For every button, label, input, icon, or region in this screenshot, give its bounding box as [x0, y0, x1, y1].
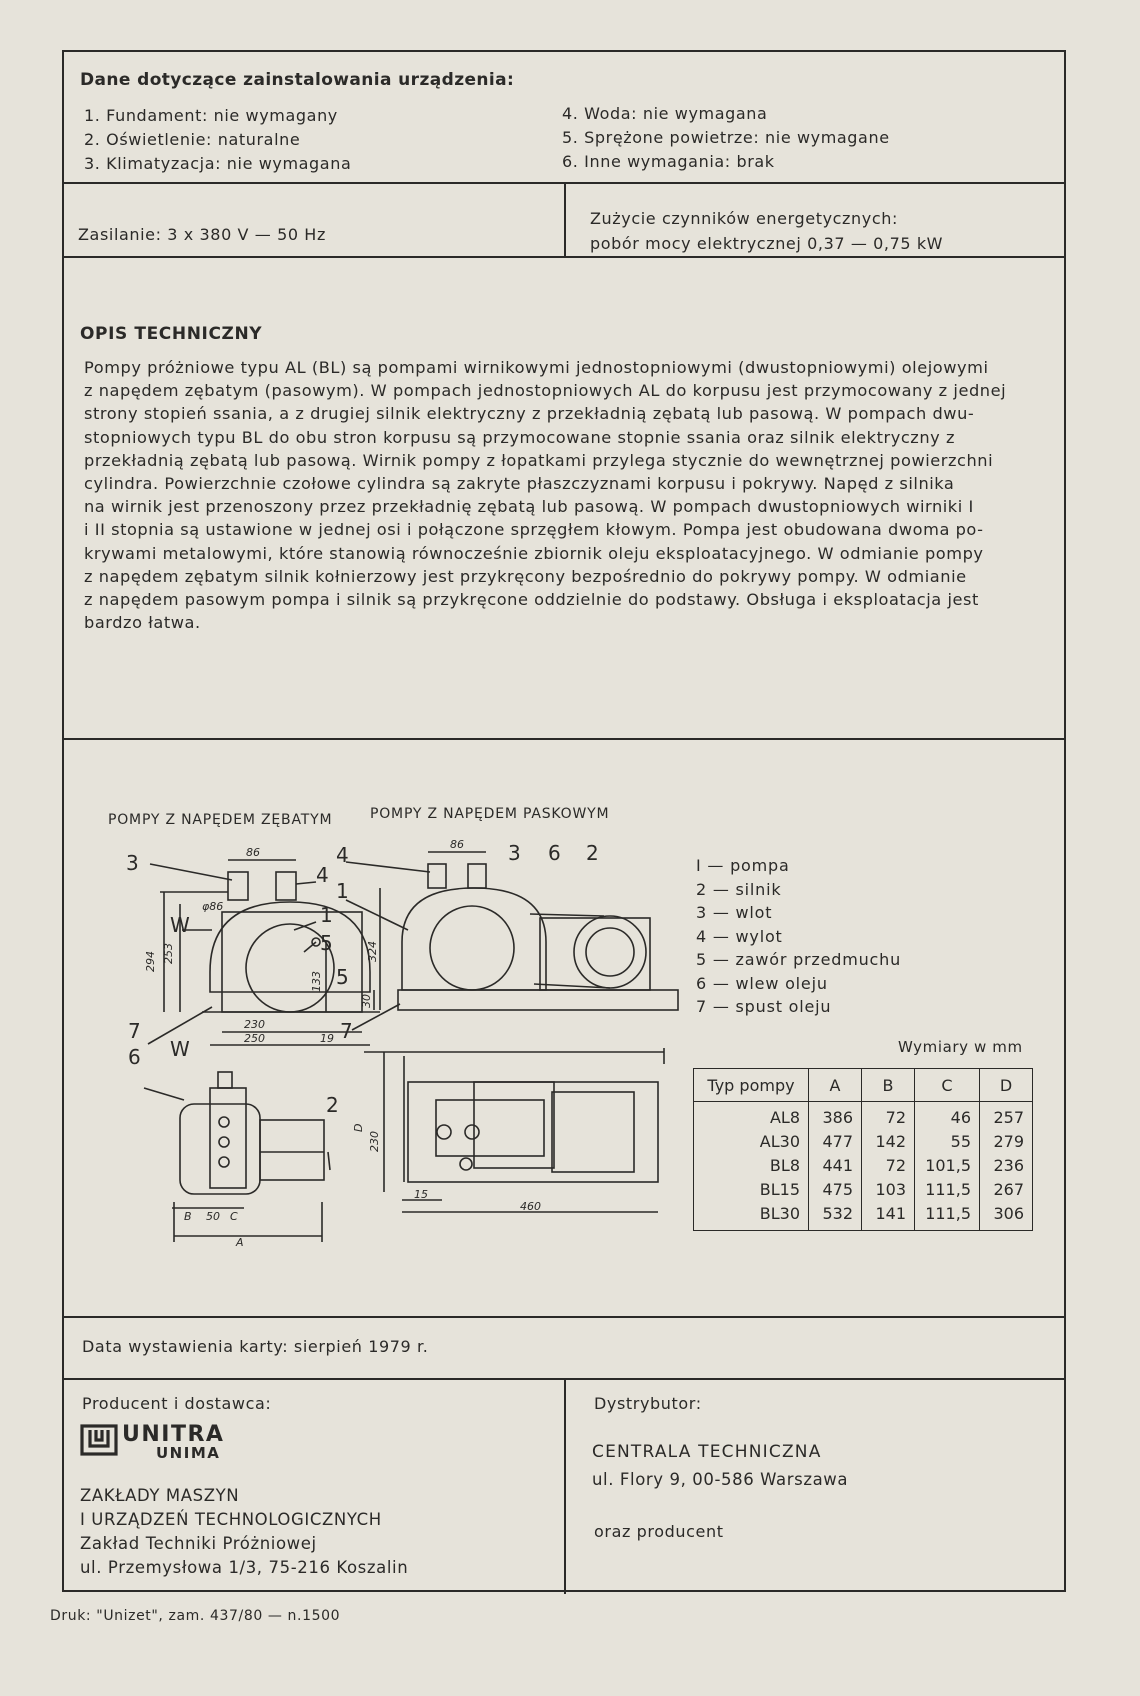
table-cell: 72	[862, 1154, 915, 1178]
table-row	[694, 1154, 1033, 1178]
table-row	[694, 1202, 1033, 1231]
legend-item: 2 — silnik	[696, 879, 782, 899]
table-cell: 267	[980, 1178, 1033, 1202]
install-item: 3. Klimatyzacja: nie wymagana	[84, 154, 352, 173]
table-cell: 441	[809, 1154, 862, 1178]
dim-label: 30	[360, 994, 373, 1008]
description-line: krywami metalowymi, które stanowią równocześnie zbiornik oleju eksploatacyjnego. W odmianie pompy	[84, 543, 984, 563]
install-heading: Dane dotyczące zainstalowania urządzenia:	[80, 70, 515, 90]
description-line: i II stopnia są ustawione w jednej osi i połączone sprzęgłem kłowym. Pompa jest obudowana dwoma po-	[84, 520, 984, 540]
install-item: 2. Oświetlenie: naturalne	[84, 130, 301, 149]
callout-6: 6	[548, 841, 561, 865]
producer-line: ul. Przemysłowa 1/3, 75-216 Koszalin	[80, 1558, 409, 1577]
column-header: C	[915, 1069, 980, 1102]
callout-w: W	[170, 913, 190, 937]
install-item: 6. Inne wymagania: brak	[562, 152, 775, 171]
description-line: Pompy próżniowe typu AL (BL) są pompami wirnikowymi jednostopniowymi (dwustopniowymi) olejowymi	[84, 358, 989, 377]
table-cell: BL8	[694, 1154, 809, 1178]
producer-line: ZAKŁADY MASZYN	[80, 1486, 240, 1505]
consumption-value: pobór mocy elektrycznej 0,37 — 0,75 kW	[590, 234, 944, 253]
callout-4: 4	[336, 843, 349, 867]
table-cell: 101,5	[915, 1154, 980, 1178]
table-cell: 46	[915, 1102, 980, 1131]
belt-pump-front-view	[346, 852, 678, 1030]
dim-label: B	[184, 1210, 192, 1223]
table-cell: 306	[980, 1202, 1033, 1231]
dim-label: 133	[310, 971, 323, 992]
dim-label: 86	[450, 838, 464, 851]
table-cell: 111,5	[915, 1202, 980, 1231]
table-cell: AL8	[694, 1102, 809, 1131]
dim-label: C	[230, 1210, 238, 1223]
part-legend	[696, 854, 901, 1019]
description-line: z napędem zębatym (pasowym). W pompach jednostopniowych AL do korpusu jest przymocowany z jednej	[84, 381, 1007, 401]
callout-w: W	[170, 1037, 190, 1061]
column-header: D	[980, 1069, 1033, 1102]
callout-5: 5	[336, 965, 349, 989]
description-line: stopniowych typu BL do obu stron korpusu są przymocowane stopnie ssania oraz silnik elektryczny z	[84, 427, 956, 447]
unitra-logo-icon	[80, 1424, 118, 1456]
table-row	[694, 1130, 1033, 1154]
consumption-label: Zużycie czynników energetycznych:	[590, 209, 898, 228]
description-line: przekładnią zębatą lub pasową. Wirnik pompy z łopatkami przylega stycznie do wewnętrznej powierzchni	[84, 450, 994, 470]
distributor-name: CENTRALA TECHNICZNA	[592, 1442, 822, 1462]
table-cell: 477	[809, 1130, 862, 1154]
producer-line: Zakład Techniki Próżniowej	[80, 1534, 317, 1553]
callout-3: 3	[508, 841, 521, 865]
dim-label: 324	[366, 941, 379, 962]
callout-1: 1	[320, 903, 333, 927]
legend-item: 7 — spust oleju	[696, 997, 832, 1016]
distributor-address: ul. Flory 9, 00-586 Warszawa	[592, 1470, 849, 1489]
table-header-row	[694, 1069, 1033, 1102]
dim-label: 15	[414, 1188, 428, 1201]
table-cell: 532	[809, 1202, 862, 1231]
callout-1: 1	[336, 879, 349, 903]
table-cell: 141	[862, 1202, 915, 1231]
description-line: na wirnik jest przenoszony przez przekładnię zębatą lub pasową. W pompach dwustopniowych wirniki I	[84, 497, 974, 517]
callout-6: 6	[128, 1045, 141, 1069]
producer-label: Producent i dostawca:	[82, 1394, 272, 1413]
table-cell: 72	[862, 1102, 915, 1131]
table-cell: 257	[980, 1102, 1033, 1131]
table-cell: 111,5	[915, 1178, 980, 1202]
description-line: z napędem zębatym silnik kołnierzowy jest przykręcony bezpośrednio do pokrywy pompy. W odmianie	[84, 566, 967, 586]
dim-label: 19	[320, 1032, 334, 1045]
print-note: Druk: "Unizet", zam. 437/80 — n.1500	[50, 1608, 341, 1624]
table-cell: 236	[980, 1154, 1033, 1178]
dim-label: 460	[520, 1200, 541, 1213]
table-cell: AL30	[694, 1130, 809, 1154]
belt-drawing-title: POMPY Z NAPĘDEM PASKOWYM	[370, 806, 610, 822]
callout-7: 7	[340, 1019, 353, 1043]
legend-item: 6 — wlew oleju	[696, 973, 828, 993]
logo-main-text: UNITRA	[122, 1422, 225, 1447]
dim-label: φ86	[202, 900, 224, 913]
callout-3: 3	[126, 851, 139, 875]
dimensions-table	[693, 1068, 1033, 1231]
units-note: Wymiary w mm	[898, 1038, 1023, 1056]
dim-label: 294	[144, 951, 157, 972]
install-item: 1. Fundament: nie wymagany	[84, 106, 338, 125]
table-row	[694, 1102, 1033, 1131]
issue-date: Data wystawienia karty: sierpień 1979 r.	[82, 1337, 429, 1356]
dim-label: 250	[244, 1032, 265, 1045]
distributor-label: Dystrybutor:	[594, 1394, 702, 1413]
callout-4: 4	[316, 863, 329, 887]
table-row	[694, 1178, 1033, 1202]
legend-item: 5 — zawór przedmuchu	[696, 950, 902, 969]
column-header: Typ pompy	[694, 1069, 809, 1102]
callout-2: 2	[586, 841, 599, 865]
callout-5: 5	[320, 931, 333, 955]
dim-label: 50	[206, 1210, 220, 1223]
belt-pump-plan-view	[364, 1048, 664, 1212]
legend-item: I — pompa	[696, 856, 790, 875]
install-item: 5. Sprężone powietrze: nie wymagane	[562, 128, 890, 147]
description-line: strony stopień ssania, a z drugiej silnik elektryczny z przekładnią zębatą lub pasową. W pompach dwu-	[84, 404, 975, 424]
dim-label: 86	[246, 846, 260, 859]
column-header: A	[809, 1069, 862, 1102]
technical-heading: OPIS TECHNICZNY	[80, 324, 263, 344]
table-cell: 103	[862, 1178, 915, 1202]
power-supply: Zasilanie: 3 x 380 V — 50 Hz	[78, 225, 326, 244]
column-header: B	[862, 1069, 915, 1102]
table-cell: 279	[980, 1130, 1033, 1154]
description-line: bardzo łatwa.	[84, 613, 201, 633]
legend-item: 3 — wlot	[696, 903, 773, 922]
producer-line: I URZĄDZEŃ TECHNOLOGICZNYCH	[80, 1510, 382, 1529]
callout-7: 7	[128, 1019, 141, 1043]
distributor-extra: oraz producent	[594, 1522, 724, 1541]
dim-label: 230	[244, 1018, 265, 1031]
table-cell: 55	[915, 1130, 980, 1154]
divider	[564, 1378, 566, 1594]
dim-label: D	[352, 1123, 365, 1132]
legend-item: 4 — wylot	[696, 926, 783, 946]
description-line: cylindra. Powierzchnie czołowe cylindra są zakryte płaszczyznami korpusu i pokrywy. Napęd z silnika	[84, 474, 955, 494]
divider	[64, 1316, 1064, 1318]
install-item: 4. Woda: nie wymagana	[562, 104, 768, 123]
table-cell: 142	[862, 1130, 915, 1154]
gear-drawing-title: POMPY Z NAPĘDEM ZĘBATYM	[108, 812, 333, 828]
table-cell: BL30	[694, 1202, 809, 1231]
table-cell: 386	[809, 1102, 862, 1131]
logo-sub-text: UNIMA	[156, 1444, 221, 1462]
specification-sheet	[62, 50, 1066, 1592]
description-line: z napędem pasowym pompa i silnik są przykręcone oddzielnie do podstawy. Obsługa i eksploatacja jest	[84, 590, 979, 610]
table-cell: 475	[809, 1178, 862, 1202]
dim-label: A	[236, 1236, 244, 1249]
table-cell: BL15	[694, 1178, 809, 1202]
dim-label: 253	[162, 943, 175, 964]
dim-label: 230	[368, 1131, 381, 1152]
callout-2: 2	[326, 1093, 339, 1117]
